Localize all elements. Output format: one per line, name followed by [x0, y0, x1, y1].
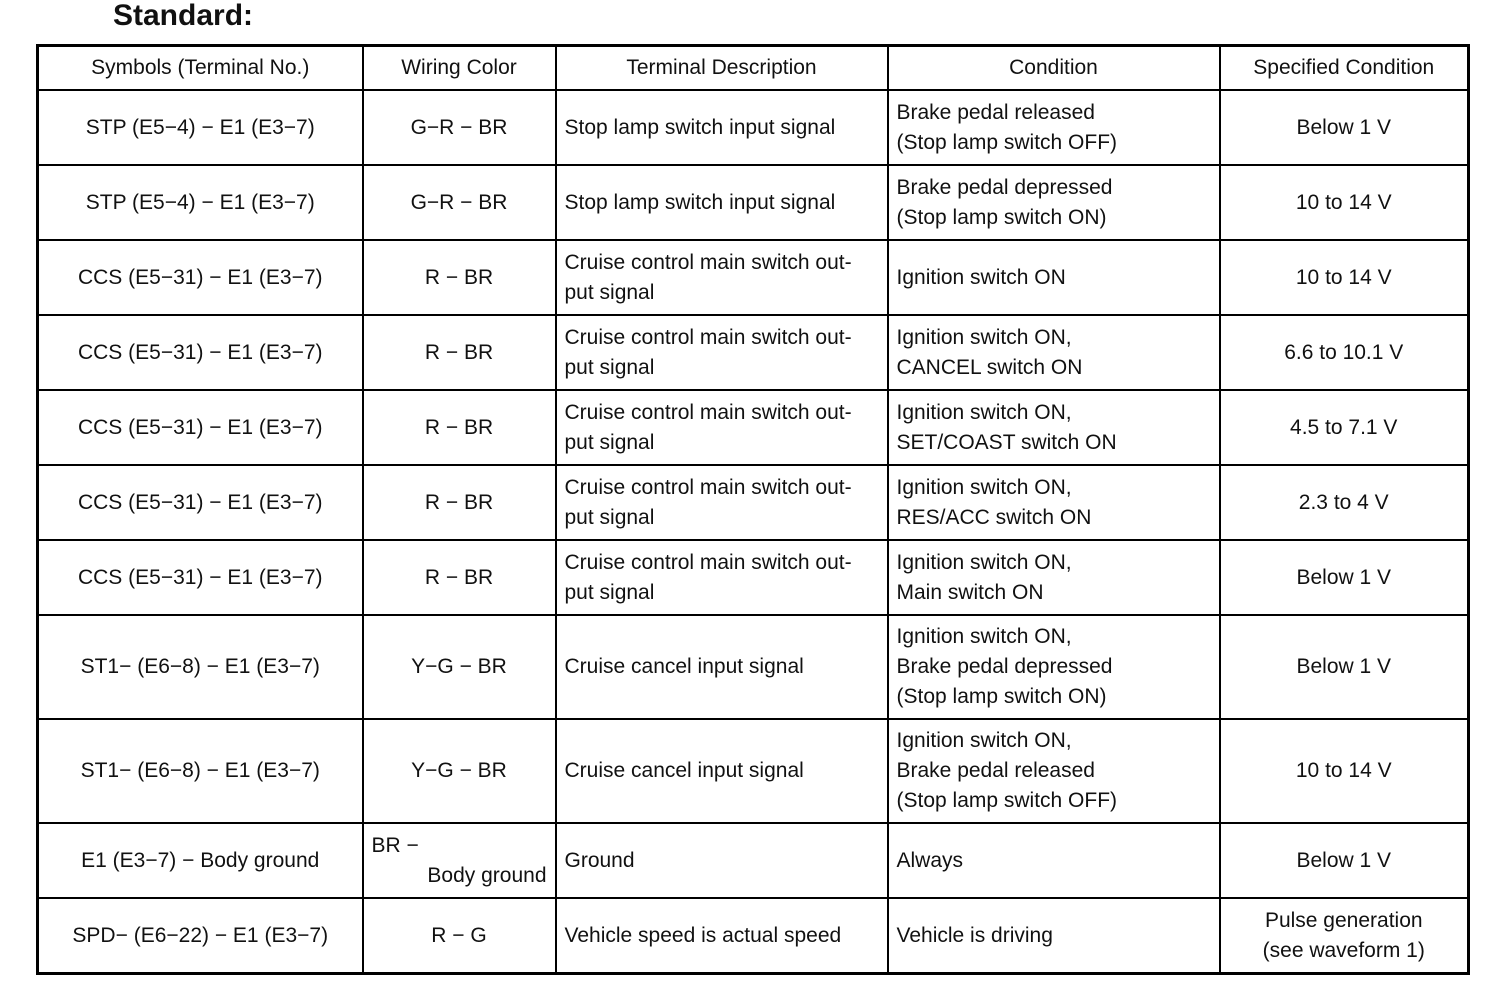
cell-wiring-color: G−R − BR [363, 90, 556, 165]
cell-specified-condition: 10 to 14 V [1220, 240, 1469, 315]
condition-line: Brake pedal released [896, 759, 1095, 782]
condition-line: Always [896, 848, 964, 872]
cell-specified-condition: 10 to 14 V [1220, 165, 1469, 240]
condition-line: SET/COAST switch ON [896, 430, 1117, 454]
header-terminal-description: Terminal Description [556, 46, 888, 91]
cell-symbols: CCS (E5−31) − E1 (E3−7) [38, 540, 363, 615]
cell-terminal-description: Cruise control main switch out-put signal [556, 315, 888, 390]
cell-wiring-color: Y−G − BR [363, 615, 556, 719]
condition-line: (Stop lamp switch ON) [896, 205, 1107, 229]
table-row [38, 540, 1469, 615]
cell-specified-condition: 6.6 to 10.1 V [1220, 315, 1469, 390]
cell-wiring-color: R − BR [363, 240, 556, 315]
cell-symbols: ST1− (E6−8) − E1 (E3−7) [38, 719, 363, 823]
terminal-spec-table [36, 44, 1470, 975]
cell-specified-condition: Below 1 V [1220, 823, 1469, 898]
cell-condition [888, 240, 1220, 315]
header-symbols: Symbols (Terminal No.) [38, 46, 363, 91]
cell-condition [888, 719, 1220, 823]
cell-symbols: ST1− (E6−8) − E1 (E3−7) [38, 615, 363, 719]
cell-specified-condition: 4.5 to 7.1 V [1220, 390, 1469, 465]
cell-symbols: E1 (E3−7) − Body ground [38, 823, 363, 898]
table-row [38, 823, 1469, 898]
cell-terminal-description: Cruise cancel input signal [556, 719, 888, 823]
condition-line: Main switch ON [896, 580, 1044, 604]
cell-wiring-color: R − BR [363, 540, 556, 615]
condition-line: (Stop lamp switch OFF) [896, 130, 1118, 154]
condition-line: Ignition switch ON, [896, 729, 1072, 752]
cell-wiring-color: R − BR [363, 315, 556, 390]
cell-symbols: STP (E5−4) − E1 (E3−7) [38, 90, 363, 165]
cell-specified-condition: Below 1 V [1220, 540, 1469, 615]
header-wiring-color: Wiring Color [363, 46, 556, 91]
cell-wiring-color: R − BR [363, 390, 556, 465]
cell-condition [888, 315, 1220, 390]
condition-line: (Stop lamp switch OFF) [896, 789, 1118, 812]
condition-line: Vehicle is driving [896, 923, 1053, 947]
table-row [38, 90, 1469, 165]
condition-line: Brake pedal depressed [896, 655, 1113, 678]
cell-terminal-description: Cruise control main switch out-put signal [556, 465, 888, 540]
cell-symbols: CCS (E5−31) − E1 (E3−7) [38, 315, 363, 390]
cell-specified-condition: 10 to 14 V [1220, 719, 1469, 823]
cell-terminal-description: Cruise control main switch out-put signal [556, 240, 888, 315]
cell-terminal-description: Vehicle speed is actual speed [556, 898, 888, 974]
cell-terminal-description: Cruise control main switch out-put signal [556, 390, 888, 465]
cell-condition [888, 390, 1220, 465]
table-row [38, 390, 1469, 465]
cell-terminal-description: Stop lamp switch input signal [556, 165, 888, 240]
condition-line: Brake pedal released [896, 100, 1095, 124]
condition-line: Ignition switch ON, [896, 625, 1072, 648]
table-row [38, 165, 1469, 240]
cell-symbols: SPD− (E6−22) − E1 (E3−7) [38, 898, 363, 974]
header-condition: Condition [888, 46, 1220, 91]
cell-wiring-color: R − G [363, 898, 556, 974]
cell-symbols: CCS (E5−31) − E1 (E3−7) [38, 465, 363, 540]
cell-condition [888, 615, 1220, 719]
specified-line: (see waveform 1) [1262, 938, 1425, 962]
cell-wiring-color: Y−G − BR [363, 719, 556, 823]
condition-line: Ignition switch ON, [896, 550, 1072, 574]
table-row [38, 315, 1469, 390]
wiring-line: BR − [371, 833, 419, 857]
table-row [38, 719, 1469, 823]
cell-condition [888, 823, 1220, 898]
condition-line: Ignition switch ON [896, 265, 1066, 289]
cell-wiring-color: R − BR [363, 465, 556, 540]
cell-terminal-description: Stop lamp switch input signal [556, 90, 888, 165]
cell-terminal-description: Cruise cancel input signal [556, 615, 888, 719]
cell-wiring-color: G−R − BR [363, 165, 556, 240]
cell-wiring-color [363, 823, 556, 898]
condition-line: Ignition switch ON, [896, 325, 1072, 349]
condition-line: CANCEL switch ON [896, 355, 1083, 379]
cell-specified-condition [1220, 898, 1469, 974]
cell-symbols: CCS (E5−31) − E1 (E3−7) [38, 390, 363, 465]
condition-line: Brake pedal depressed [896, 175, 1113, 199]
table-row [38, 240, 1469, 315]
specified-line: Pulse generation [1264, 908, 1423, 932]
cell-symbols: CCS (E5−31) − E1 (E3−7) [38, 240, 363, 315]
table-header-row [38, 46, 1469, 91]
cell-condition [888, 90, 1220, 165]
wiring-line: Body ground [427, 863, 547, 887]
cell-condition [888, 465, 1220, 540]
cell-condition [888, 165, 1220, 240]
cell-condition [888, 540, 1220, 615]
table-row [38, 465, 1469, 540]
cell-specified-condition: 2.3 to 4 V [1220, 465, 1469, 540]
cell-condition [888, 898, 1220, 974]
cell-terminal-description: Cruise control main switch out-put signal [556, 540, 888, 615]
cell-specified-condition: Below 1 V [1220, 615, 1469, 719]
condition-line: RES/ACC switch ON [896, 505, 1092, 529]
condition-line: Ignition switch ON, [896, 400, 1072, 424]
condition-line: (Stop lamp switch ON) [896, 685, 1107, 708]
cell-specified-condition: Below 1 V [1220, 90, 1469, 165]
table-row [38, 615, 1469, 719]
cell-terminal-description: Ground [556, 823, 888, 898]
condition-line: Ignition switch ON, [896, 475, 1072, 499]
table-row [38, 898, 1469, 974]
page-heading: Standard: [113, 0, 254, 32]
header-specified-condition: Specified Condition [1220, 46, 1469, 91]
cell-symbols: STP (E5−4) − E1 (E3−7) [38, 165, 363, 240]
